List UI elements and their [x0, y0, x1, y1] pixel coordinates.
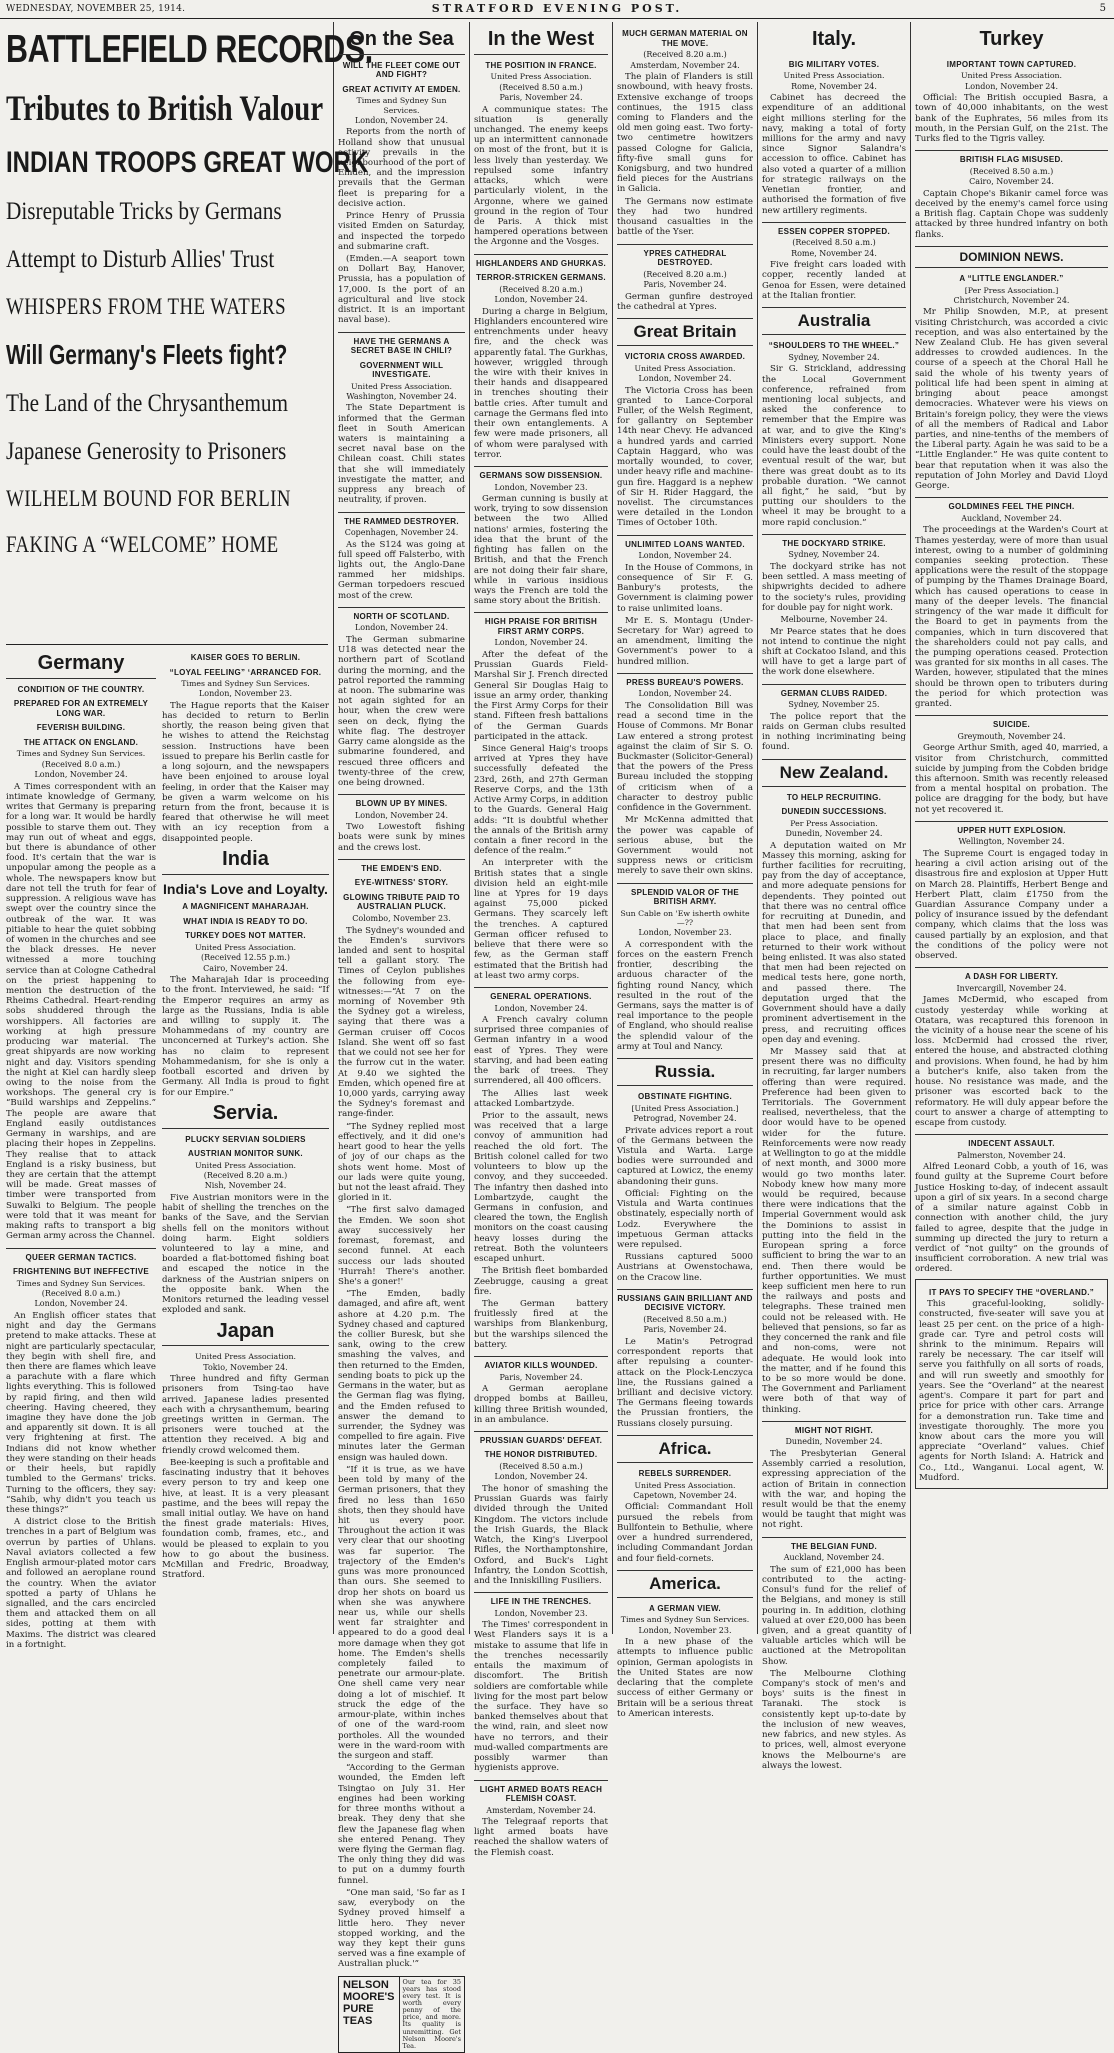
article-text: Mr Pearce states that he does not intend to continue the night shift at Cockatoo Island, and this will have to get a large part of the work done elsewhere. — [762, 626, 907, 678]
received-time: (Received 8.20 a.m.) — [643, 50, 727, 60]
dateline: London, November 24. — [494, 295, 588, 305]
article-text: The Supreme Court is engaged today in hearing a civil action arising out of the disastrous fire and explosion at Upper Hutt on March 28. Plaintiffs, Herbert Benge and Herbert Platt, claim £1750 from the Guardian Assurance Company under a policy of insurance issued by the defendant company, which claims that the loss was caused partially by an explosion, and that the conditions of the policy were not observed. — [915, 848, 1108, 962]
dateline: Rome, November 24. — [791, 248, 877, 258]
received-time: (Received 8.50 a.m.) — [643, 1314, 727, 1324]
article-text: George Arthur Smith, aged 40, married, a visitor from Christchurch, committed suicide by jumping from the Cobden bridge this afternoon. Smith was recently released from a mental hospital on probation. The police are dragging for the body, but have not yet recovered it. — [915, 743, 1108, 815]
dateline: London, November 23. — [494, 482, 588, 492]
section-title: Russia. — [617, 1058, 753, 1086]
article-text: Private advices report a rout of the Germans between the Vistula and Warta. Large bodies were surrounded and captured at Lowicz, the enemy abandoning their guns. — [617, 1125, 753, 1187]
section-title: Italy. — [811, 28, 857, 50]
dateline: Cairo, November 24. — [203, 963, 288, 973]
section-title: Germany — [6, 652, 156, 679]
dateline: Greymouth, November 24. — [957, 731, 1066, 741]
subheading: THE ATTACK ON ENGLAND. — [23, 737, 139, 747]
dateline: London, November 24. — [638, 374, 732, 384]
subheading: LIGHT ARMED BOATS REACH FLEMISH COAST. — [474, 1780, 608, 1804]
headline-deck: Tributes to British Valour — [6, 88, 324, 128]
headline-deck: WILHELM BOUND FOR BERLIN — [6, 486, 291, 511]
dateline: Tokio, November 24. — [203, 1362, 288, 1372]
received-time: (Received 8.50 a.m.) — [792, 238, 876, 248]
wire-service: United Press Association. — [634, 363, 736, 373]
dateline: London, November 23. — [198, 689, 293, 699]
dateline: Invercargill, November 24. — [956, 983, 1067, 993]
section-title: Turkey — [979, 28, 1044, 50]
subheading: THE EMDEN'S END. — [338, 859, 465, 874]
dateline: Copenhagen, November 24. — [344, 528, 459, 538]
subheading: TO HELP RECRUITING. — [786, 792, 882, 802]
article-text: The sum of £21,000 has been contributed to the acting-Consul's fund for the relief of the Belgians, and money is still pouring in. In addition, clothing valued at over £20,000 has been given, and a great quantity of valuable articles which will be auctioned at the Metropolitan Show. — [762, 1564, 906, 1667]
article-text: Sir G. Strickland, addressing the Local Government conference, refrained from mentioning local subjects, and asked the conference to remember that the Empire was at war, and to give the King's Ministers every support. None could have the least doubt of the eventual result of the war, but there was great doubt as to its probable duration. “We cannot all fight,” he said, “but by putting our shoulders to the wheel it may be brought to a more rapid conclusion.” — [762, 364, 906, 528]
article-text: The German battery fruitlessly fired at the warships from Blankenburg, but the warships silenced the battery. — [474, 1298, 608, 1350]
column-rule — [910, 22, 911, 1634]
wire-service: Times and Sydney Sun Services. — [620, 1615, 750, 1625]
article-text: Three hundred and fifty German prisoners from Tsing-tao have arrived. Japanese ladies presented each with a chrysanthemum, bearing greetings written in German. The prisoners were touched at the attention they received. A big and friendly crowd welcomed them. — [162, 1374, 329, 1456]
masthead: STRATFORD EVENING POST. — [431, 2, 683, 15]
article-text: “One man said, 'So far as I saw, everybody on the Sydney proved himself a little hero. They never stopped working, and the way they kept their guns served was a fine example of Australian pluck.'” — [338, 1887, 465, 1970]
dateline: London, November 23. — [494, 1608, 588, 1618]
received-time: (Received 8.0 a.m.) — [41, 759, 121, 769]
subheading: REBELS SURRENDER. — [638, 1469, 732, 1479]
article-text: Since General Haig's troops arrived at Ypres they have successfully defeated the 23rd, 26th, and 27th German Reserve Corps, and the 13th Active Army Corps, in addition to the Guards. General Haig adds: “It is doubtful whether the annals of the British army contain a finer record in the defence of the realm.” — [474, 743, 608, 857]
article-text: The honor of smashing the Prussian Guards was fairly divided through the United Kingdom. The victors include the Irish Guards, the Black Watch, the King's Liverpool Rifles, the Northamptonshire, Oxford, and Buck's Light Infantry, the London Scottish, and the Inniskilling Fusiliers. — [474, 1484, 608, 1586]
article-text: Mr E. S. Montagu (Under-Secretary for War) agreed to an amendment, limiting the Government's power to a hundred million. — [617, 615, 753, 667]
column-rule — [757, 22, 758, 1634]
headline-deck: Japanese Generosity to Prisoners — [6, 438, 287, 465]
article-text: Five freight cars loaded with copper, recently landed at Genoa for Essen, were detained at the Italian frontier. — [762, 260, 906, 301]
wire-service: Sun Cable on 'Ew isherth owhite—?? — [620, 908, 750, 927]
tea-advertisement — [338, 1976, 465, 2053]
article-text: During a charge in Belgium, Highlanders encountered wire entrenchments under heavy fire, and the check was apparently fatal. The Gurkhas, however, wriggled through the wire with their knives in their hands and disappeared in trenches shouting their battle cries. After tumult and carnage the Germans fled into their own entanglements. A few were made prisoners, all of whom were paralysed with terror. — [474, 306, 608, 460]
article-text: Two Lowestoft fishing boats were sunk by mines and the crews lost. — [338, 822, 465, 853]
article-text: A French cavalry column surprised three companies of German infantry in a wood east of Ypres. They were starving, and had been eating the bark of trees. They surrendered, all 400 officers. — [474, 1015, 608, 1087]
section-title: In the West — [474, 28, 608, 55]
dateline: London, November 24. — [34, 1299, 128, 1309]
article-text: The Sydney's wounded and the Emden's survivors landed and sent to hospital tell a gallant story. The Times of Ceylon publishes the following from eye-witnesses:—“At 7 on the morning of November 9th the Sydney got a wireless, saying that there was a German cruiser off Cocos Island. She went off so fast that we could not see her for the furrow cut in the water. At 9.40 we sighted the Emden, which opened fire at 10,000 yards, carrying away the Sydney's foremast and range-finder. — [338, 925, 465, 1120]
subheading: BLOWN UP BY MINES. — [338, 794, 465, 809]
subheading: A MAGNIFICENT MAHARAJAH. — [182, 902, 309, 912]
advertisement-text: Bee-keeping is such a profitable and fascinating industry that it behoves every person to try and keep one hive, at least. It is a very pleasant pastime, and the bees will repay the small initial outlay. We have on hand the finest grade materials: Hives, foundation comb, frames, etc., and would be pleased to explain to you how to go about the business. McMillan and Fredric, Broadway, Stratford. — [162, 1457, 329, 1581]
wire-service: Times and Sydney Sun Services. — [356, 96, 447, 115]
subheading: GLOWING TRIBUTE PAID TO AUSTRALIAN PLUCK. — [343, 892, 460, 912]
section-title: On the Sea — [338, 28, 465, 55]
section-title: America. — [617, 1570, 753, 1598]
subheading: A “LITTLE ENGLANDER.” — [959, 274, 1064, 284]
headline-main: BATTLEFIELD RECORDS. — [6, 28, 373, 71]
dateline: Christchurch, November 24. — [953, 295, 1070, 305]
article-text: Official: Commandant Holl pursued the rebels from Bullfontein to Bethulie, where over a hundred surrendered, including Commandant Jordan and four field-cornets. — [617, 1502, 753, 1564]
wire-service: Times and Sydney Sun Services. — [16, 1278, 146, 1288]
column-rule — [469, 22, 470, 1634]
article-text: An interpreter with the British states that a single division held an eight-mile line at Ypres for 19 days against 75,000 picked Germans. They scarcely left the trenches. A captured German officer refused to believe that there were so few, as the German staff estimated that the British had at least two army corps. — [474, 858, 608, 981]
section-title: DOMINION NEWS. — [915, 246, 1108, 268]
column-great-britain — [617, 24, 753, 1719]
article-text: Le Matin's Petrograd correspondent reports that after repulsing a counter-attack on the Plock-Lenczyca line, the Russians gained a brilliant and decisive victory. The Germans fleeing towards the Prussian frontiers, the Russians closely pursuing. — [617, 1336, 753, 1429]
article-text: Official: Fighting on the Vistula and Warta continues obstinately, especially north of Lodz. Everywhere the impetuous German attacks were repulsed. — [617, 1188, 753, 1251]
dateline: London, November 24. — [638, 551, 732, 561]
article-text: Reports from the north of Holland show that unusual activity prevails in the neighbourhood of the port of Emden, and the impression prevails that the German fleet is preparing for a decisive action. — [338, 127, 465, 209]
wire-service: Times and Sydney Sun Services. — [16, 749, 146, 759]
dateline: London, November 24. — [494, 1472, 588, 1482]
subheading: PRUSSIAN GUARDS' DEFEAT. — [474, 1431, 608, 1446]
dateline: London, November 24. — [354, 115, 449, 125]
subheading: FEVERISH BUILDING. — [36, 723, 126, 733]
received-time: (Received 8.20 a.m.) — [643, 269, 727, 279]
received-time: (Received 8.50 a.m.) — [499, 1461, 583, 1471]
article-text: A German aeroplane dropped bombs at Bailleu, killing three British wounded, in an ambulance. — [474, 1384, 608, 1425]
subheading: HIGH PRAISE FOR BRITISH FIRST ARMY CORPS. — [474, 612, 608, 636]
subheading: PREPARED FOR AN EXTREMELY LONG WAR. — [13, 699, 149, 718]
subheading: WILL THE FLEET COME OUT AND FIGHT? — [342, 60, 461, 80]
subheading: FRIGHTENING BUT INEFFECTIVE — [12, 1267, 150, 1277]
wire-service: United Press Association. — [194, 942, 297, 952]
received-time: (Received 8.50 a.m.) — [499, 82, 583, 92]
subheading: QUEER GERMAN TACTICS. — [6, 1248, 156, 1263]
article-text: Prince Henry of Prussia visited Emden on Saturday, and inspected the torpedo and submarine craft. — [338, 211, 465, 252]
article-text: “The first salvo damaged the Emden. We soon shot away successively her foremast, foremast, and second funnel. At each success our lads shouted 'Hurrah! There's another. She's a goner!' — [338, 1205, 465, 1287]
dateline: Washington, November 24. — [346, 391, 457, 401]
subheading: BIG MILITARY VOTES. — [788, 59, 880, 69]
column-in-the-west — [474, 24, 608, 1858]
section-title: India — [162, 848, 329, 875]
subheading: GOLDMINES FEEL THE PINCH. — [915, 497, 1108, 512]
article-text: Cabinet has decreed the expenditure of an additional eight millions sterling for the navy, making a total of forty millions for the army and navy since Signor Salandra's accession to office. Cabinet has also voted a quarter of a million for strategic railways on the Venetian frontier, and authorised the formation of five new artillery regiments. — [762, 93, 906, 216]
dateline: Sydney, November 24. — [788, 352, 880, 362]
subheading: AVIATOR KILLS WOUNDED. — [474, 1356, 608, 1371]
dateline: Cairo, November 24. — [969, 177, 1054, 187]
dateline: Amsterdam, November 24. — [630, 60, 740, 70]
article-text: A district close to the British trenches in a part of Belgium was overrun by parties of Uhlans. Naval aviators collected a few English armour-plated motor cars and followed an aeroplane round the country. When the aviator spotted a party of Uhlans he signalled, and the cars encircled them and attacked them on all sides, potting at them with Maxims. The district was cleared in a fortnight. — [6, 1517, 156, 1650]
wire-service: United Press Association. — [634, 1480, 736, 1490]
subheading: LIFE IN THE TRENCHES. — [474, 1592, 608, 1607]
received-time: (Received 8.20 a.m.) — [499, 284, 583, 294]
received-time: (Received 8.50 a.m.) — [969, 166, 1054, 176]
subheading: “LOYAL FEELING” ‘ARRANCED FOR. — [169, 667, 322, 677]
subheading: A GERMAN VIEW. — [649, 1603, 721, 1613]
article-text: The proceedings at the Warden's Court at Thames yesterday, were of more than usual interest, owing to a number of goldmining companies seeking protection. These applications were the result of the stoppage of pumping by the Thames Drainage Board, which has caused operations to cease in many of the deeper levels. The financial stringency of the war made it difficult for the Board to get in payments from the companies, which in turn discovered that the shareholders could not pay calls, and the pumping operations ceased. Protection was granted for six months in all cases. The Warden, however, stipulated that the mines should be thrown open to tributers during the period for which protection was granted. — [915, 525, 1108, 710]
subheading: YPRES CATHEDRAL DESTROYED. — [617, 244, 753, 268]
subheading: IT PAYS TO SPECIFY THE “OVERLAND.” — [928, 1287, 1095, 1297]
article-text: An English officer states that night and day the Germans pretend to make attacks. These at night are particularly spectacular, they begin with shell fire, and then there are flames which leave a parachute with a flare which lights everything. This is followed by rapid firing, and then wild cheering. Having cheered, they imagine they have done the job and apparently sit down. It is all very frightening at first. The Indians did not know whether they were standing on their heads or their heels, but rapidly tumbled to the Germans' tricks. Turning to the officers, they say: “Sahib, why didn't you teach us these things?” — [6, 1310, 156, 1515]
section-title: Australia — [762, 307, 906, 335]
dateline: London, November 24. — [354, 623, 449, 633]
headline-deck: WHISPERS FROM THE WATERS — [6, 294, 287, 319]
article-text: “If it is true, as we have been told by many of the German prisoners, that they fired no less than 1650 shots, then they should have hit us every poor. Throughout the action it was very clear that our shooting was far superior. The trajectory of the Emden's guns was more pronounced than ours. She seemed to drop her shots on board us when she was anywhere near us, while our shells went far straighter and appeared to do a good deal more damage when they got home. The Emden's shells completely failed to penetrate our armour-plate. One shell came very near doing a lot of mischief. It struck the edge of the armour-plate, within inches of one of the ward-room portholes. All the wounded were in the ward-room with the surgeon and staff. — [338, 1464, 465, 1761]
column-on-the-sea — [338, 24, 465, 2050]
subheading: BRITISH FLAG MISUSED. — [915, 150, 1108, 165]
section-title: Great Britain — [617, 318, 753, 346]
dateline: London, November 24. — [34, 770, 128, 780]
subheading: TURKEY DOES NOT MATTER. — [185, 931, 306, 941]
article-text: “The Emden, badly damaged, and afire aft, went ashore at 4.20 p.m. The Sydney chased and captured the collier Buresk, but she sank, owing to the crew smashing the valves, and then returned to the Emden, sending boats to pick up the Germans in the water, but as the German flag was flying, and the Emden refused to answer the demand to surrender, the Sydney was compelled to fire again. Five minutes later the German ensign was hauled down. — [338, 1289, 465, 1463]
received-time: (Received 8.20 a.m.) — [203, 1170, 288, 1180]
wire-service: Per Press Association. — [790, 818, 878, 828]
subheading: GOVERNMENT WILL INVESTIGATE. — [359, 360, 444, 380]
subheading: “SHOULDERS TO THE WHEEL.” — [768, 341, 900, 351]
subheading: THE POSITION IN FRANCE. — [485, 60, 597, 70]
subheading: THE RAMMED DESTROYER. — [338, 512, 465, 527]
dateline: London, November 24. — [638, 689, 732, 699]
article-text: The Times' correspondent in West Flanders says it is a mistake to assume that life in the trenches necessarily entails the maximum of discomfort. The British soldiers are comfortable while living for the most part below the surface. They have so banked themselves about that the wind, rain, and sleet now have no terrors, and their mud-walled compartments are possibly warmer than hygienists approve. — [474, 1620, 608, 1774]
subheading: HAVE THE GERMANS A SECRET BASE IN CHILI? — [338, 332, 465, 356]
subheading: THE BELGIAN FUND. — [762, 1537, 906, 1552]
dateline: Palmerston, November 24. — [957, 1150, 1066, 1160]
section-title: Africa. — [617, 1435, 753, 1463]
article-text: Russians captured 5000 Austrians at Owenstochawa, on the Cracow line. — [617, 1252, 753, 1283]
article-text: The Consolidation Bill was read a second time in the House of Commons. Mr Bonar Law entered a strong protest against the claim of Sir S. O. Buckmaster (Solicitor-General) that the powers of the Press Bureau included the stopping of criticism when of a character to destroy public confidence in the Government. — [617, 700, 753, 814]
section-title: Servia. — [162, 1102, 329, 1129]
article-text: (Emden.—A seaport town on Dollart Bay, Hanover, Prussia, has a population of 17,000. Is the port of an agricultural and live stock district. It is an important naval base). — [338, 254, 465, 326]
subheading: MUCH GERMAN MATERIAL ON THE MOVE. — [622, 29, 748, 48]
column-germany — [6, 648, 156, 1650]
subheading: GERMANS SOW DISSENSION. — [474, 466, 608, 481]
article-text: The Hague reports that the Kaiser has decided to return to Berlin shortly, the reason being given that he wishes to attend the Reichstag session. Instructions have been issued to prepare his Berlin castle for a long sojourn, and the newspapers have been enjoined to arouse loyal feeling, in order that the Kaiser may be given a warm welcome on his return from the front, because it is feared that otherwise he will meet with an icy reception from a disappointed people. — [162, 700, 329, 844]
article-text: A correspondent with the forces on the eastern French frontier, describing the arduous character of the fighting round Nancy, which resulted in the rout of the Germans, says the matter is of real importance to the people of England, who should realise the splendid valour of the army at Toul and Nancy. — [617, 939, 753, 1052]
dateline: Paris, November 24. — [643, 1325, 727, 1335]
article-text: The Victoria Cross has been granted to Lance-Corporal Fuller, of the Welsh Regiment, for gallantry on September 14th near Chevy. He advanced a hundred yards and carried Captain Haggard, who was mortally wounded, to cover, under heavy rifle and machine-gun fire. Haggard is a nephew of Sir H. Rider Haggard, the novelist. The circumstances were detailed in the London Times of October 10th. — [617, 385, 753, 529]
dateline: Colombo, November 23. — [352, 913, 451, 923]
article-text: The police report that the raids on German clubs resulted in nothing incriminating being found. — [762, 711, 906, 753]
dateline: London, November 24. — [354, 810, 449, 820]
subheading: GREAT ACTIVITY AT EMDEN. — [342, 84, 461, 94]
wire-service: Times and Sydney Sun Services. — [181, 679, 310, 689]
article-text: In a new phase of the attempts to influence public opinion, German apologists in the United States are now declaring that the complete success of either Germany or Britain will be a serious threat to American interests. — [617, 1637, 753, 1719]
subheading: GERMAN CLUBS RAIDED. — [762, 684, 906, 699]
wire-service: [Per Press Association.] — [964, 285, 1059, 295]
column-rule — [333, 22, 334, 1634]
article-text: Mr Massey said that at present there was no difficulty in recruiting, far larger numbers offering than were required. Preference had been given to Territorials. The Government realised, nevertheless, that the door would have to be opened wider for the future. Reinforcements were now ready at Wellington to go at the middle of next month, and 3000 more would go two months later. Nobody knew how many more would be required, because there were indications that the Imperial Government would ask the Dominions to assist in putting into the field in the European spring a force sufficient to bring the war to an end. Then there would be further opportunities. We must keep sufficient men here to run the railways and posts and telegraphs. These trained men could not be released with. He believed that pensions, so far as they concerned the rank and file and non-coms, were not adequate. He would look into the matter, and if he found this to be so more would be done. The Government and Parliament were both of that way of thinking. — [762, 1046, 906, 1415]
subheading: THE HONOR DISTRIBUTED. — [484, 1450, 598, 1460]
dateline: London, November 23. — [638, 1625, 732, 1635]
dateline: Melbourne, November 24. — [780, 615, 888, 625]
article-text: The Allies last week attacked Lombartzyde. — [474, 1088, 608, 1109]
dateline: Paris, November 24. — [499, 93, 583, 103]
article-text: The dockyard strike has not been settled. A mass meeting of shipwrights decided to adhere to the society's rules, providing for double pay for night work. — [762, 561, 906, 613]
received-time: (Received 12.55 p.m.) — [201, 953, 290, 963]
wire-service: United Press Association. — [490, 72, 592, 82]
subheading: VICTORIA CROSS AWARDED. — [624, 352, 746, 362]
advertisement-text: The Melbourne Clothing Company's stock of men's and boys' suits is the finest in Taranaki. The stock is consistently kept up-to-date by the inclusion of new weaves, new fabrics, and new styles. As to prices, well, almost everyone knows the Melbourne's are always the lowest. — [762, 1668, 906, 1771]
article-text: James McDermid, who escaped from custody yesterday while working at Otatara, was recaptured this forenoon in the vicinity of a house near the scene of his loss. McDermid had crossed the river, entered the house, and abstracted clothing and provisions. When found, he had by him a butcher's knife, also taken from the house. No resistance was made, and the prisoner was escorted back to the reformatory. He will duly appear before the court to answer a charge of attempting to escape from custody. — [915, 995, 1108, 1128]
subheading: UNLIMITED LOANS WANTED. — [617, 535, 753, 550]
wire-service: United Press Association. — [194, 1160, 297, 1170]
subheading: DUNEDIN SUCCESSIONS. — [781, 807, 887, 817]
overland-advertisement — [915, 1279, 1108, 1489]
subheading: KAISER GOES TO BERLIN. — [190, 653, 301, 662]
wire-service: [United Press Association.] — [631, 1103, 739, 1113]
dateline: Sydney, November 25. — [788, 700, 880, 710]
headline-deck: Disreputable Tricks by Germans — [6, 198, 282, 225]
article-text: A deputation waited on Mr Massey this morning, asking for further facilities for recruiting, pay from the day of acceptance, and more adequate pensions for dependents. They pointed out that there was no central office for recruiting at Dunedin, and that men had been sent from place to place, and finally returned to their work without being enlisted. It was also stated that men had been rejected on medical tests here, gone north, and passed there. The deputation urged that the Government should have a daily prominent advertisement in the press, and recruiting offices open day and evening. — [762, 840, 906, 1045]
dateline: Dunedin, November 24. — [785, 829, 883, 839]
subheading: EYE-WITNESS' STORY. — [354, 878, 449, 888]
subheading: TERROR-STRICKEN GERMANS. — [476, 273, 606, 283]
subheading: INDECENT ASSAULT. — [915, 1134, 1108, 1149]
article-text: German cunning is busily at work, trying to sow dissension between the two Allied nations' armies, fostering the idea that the brunt of the fighting has fallen on the British, and that the French are not doing their fair share, while in various insidious ways the French are told the same story about the British. — [474, 494, 608, 607]
column-india-servia-japan — [162, 648, 329, 1638]
headline-deck: The Land of the Chrysanthemum — [6, 390, 289, 417]
subheading: IMPORTANT TOWN CAPTURED. — [946, 59, 1077, 69]
article-text: “The Sydney replied most effectively, and it did one's heart good to hear the yells of joy of our chaps as the shots went home. Most of our lads were quite young, but not the least afraid. They gloried in it. — [338, 1121, 465, 1204]
dateline: Paris, November 24. — [643, 280, 727, 290]
column-italy-australia — [762, 24, 907, 1771]
article-text: As the S124 was going at full speed off Falsterbo, with lights out, the Anglo-Dane rammed her midships. German torpedoers rescued most of the crew. — [338, 539, 465, 601]
advertisement-text: This graceful-looking, solidly-constructed, five-seater will save you at least 25 per cent. on the price of a high-grade car. Tyre and petrol costs will shrink to the minimum. Repairs will rarely be necessary. The car itself will serve you faithfully on all sorts of roads, and will run sweetly and smoothly for years. See the “Overland” at the nearest agent's. Compare it part for part and price for price with other cars. Arrange for a demonstration run. Take time and investigate thoroughly. The more you know about cars the more you will appreciate “Overland” values. Chief agents for North Island: A. Hatrick and Co., Ltd., Wanganui. Local agent, W. Mudford. — [919, 1299, 1104, 1483]
dateline: Paris, November 24. — [499, 1372, 583, 1382]
article-text: The German submarine U18 was detected near the northern part of Scotland during the morning, and the patrol reported the ramming at noon. The submarine was not again sighted for an hour, when the crew were seen on deck, flying the white flag. The destroyer Garry came alongside as the submarine foundered, and rescued three officers and twenty-three of the crew, one being drowned. — [338, 634, 465, 789]
article-text: The Presbyterian General Assembly carried a resolution, expressing appreciation of the action of Britain in connection with the war, and hoping the result would be that the enemy would be taught that might was not right. — [762, 1448, 906, 1531]
subheading: GENERAL OPERATIONS. — [474, 987, 608, 1002]
wire-service: United Press Association. — [960, 71, 1063, 81]
dateline: London, November 23. — [638, 928, 732, 938]
article-text: The Maharajah Idar is proceeding to the front. Interviewed, he said: “If the Emperor requires an army as large as the Russians, India is able and willing to supply it. The Mohammedans of my country are unconcerned at Turkey's action. She has no claim to represent Mohammedanism, for she is only a football escorted and driven by Germany. All India is proud to fight for our Empire.” — [162, 975, 329, 1098]
subheading: SUICIDE. — [915, 715, 1108, 730]
section-title: Japan — [162, 1320, 329, 1347]
lead-headlines — [6, 24, 373, 645]
article-text: Official: The British occupied Basra, a town of 40,000 inhabitants, on the west bank of the Euphrates, 56 miles from its mouth, in the Persian Gulf, on the 21st. The Turks fled to the Tigris valley. — [915, 93, 1108, 144]
subheading: OBSTINATE FIGHTING. — [638, 1092, 732, 1102]
wire-service: United Press Association. — [194, 1352, 297, 1362]
dateline: London, November 24. — [494, 1003, 588, 1013]
page-number: 5 — [1099, 3, 1106, 14]
article-text: The Telegraaf reports that light armed boats have reached the shallow waters of the Flemish coast. — [474, 1817, 608, 1858]
article-text: The British fleet bombarded Zeebrugge, causing a great fire. — [474, 1266, 608, 1297]
dateline: Sydney, November 24. — [788, 550, 880, 560]
subheading: WHAT INDIA IS READY TO DO. — [183, 916, 308, 926]
india-headline: India's Love and Loyalty. — [163, 880, 328, 897]
dateline: Dunedin, November 24. — [785, 1437, 883, 1447]
column-turkey-dominion — [915, 24, 1108, 1638]
article-text: Alfred Leonard Cobb, a youth of 16, was found guilty at the Supreme Court before Justice Hosking to-day, of indecent assault upon a girl of six years. In a second charge of a similar nature against Cobb in connection with another child, the jury failed to agree, despite that the judge in summing up directed the jury to return a verdict of “not guilty” on the grounds of insufficient corroboration. A new trial was ordered. — [915, 1162, 1108, 1275]
dateline: London, November 24. — [494, 638, 588, 648]
article-text: The State Department is informed that the German fleet in South American waters is maintaining a secret naval base on the Chilean coast. Chili states that she will immediately investigate the matter, and suppress any breach of neutrality, if proven. — [338, 403, 465, 506]
article-text: Mr McKenna admitted that the power was capable of serious abuse, but the Government would not suppress news or criticism merely to save their own skins. — [617, 815, 753, 877]
subheading: HIGHLANDERS AND GHURKAS. — [474, 254, 608, 269]
headline-deck: Will Germany's Fleets fight? — [6, 339, 288, 370]
article-text: A communique states: The situation is generally unchanged. The enemy keeps up an intermittent cannonade on most of the front, but it is less lively than yesterday. We repulsed some infantry attacks, which were particularly violent, in the Argonne, where we gained ground in the region of Tour de Paris. A thick mist hampered operations between the Argonne and the Vosges. — [474, 104, 608, 248]
column-rule — [612, 22, 613, 1634]
dateline: Capetown, November 24. — [633, 1490, 737, 1500]
dateline: Auckland, November 24. — [783, 1553, 885, 1563]
ad-copy: Our tea for 35 years has stood every test. It is worth every penny of the price, and more. Its quality is unremitting. Get Nelson Moore's Tea. — [402, 1977, 461, 2050]
subheading: NORTH OF SCOTLAND. — [338, 607, 465, 622]
article-text: “According to the German wounded, the Emden left Tsingtao on July 31. Her engines had been working for three months without a break. They deny that she flew the Japanese flag when she entered Penang. They were flying the German flag. The only thing they did was to put on a dummy fourth funnel. — [338, 1763, 465, 1886]
subheading: PRESS BUREAU'S POWERS. — [617, 673, 753, 688]
article-text: After the defeat of the Prussian Guards Field-Marshal Sir J. French directed General Sir Douglas Haig to issue an army order, thanking the First Army Corps for their stand. Fifteen fresh battalions of the German Guards participated in the attack. — [474, 650, 608, 742]
subheading: UPPER HUTT EXPLOSION. — [915, 821, 1108, 836]
wire-service: United Press Association. — [783, 71, 885, 81]
subheading: SPLENDID VALOR OF THE BRITISH ARMY. — [617, 883, 753, 907]
subheading: RUSSIANS GAIN BRILLIANT AND DECISIVE VICTORY. — [617, 1289, 753, 1313]
subheading: A DASH FOR LIBERTY. — [915, 967, 1108, 982]
dateline: Nish, November 24. — [204, 1181, 287, 1191]
issue-date: WEDNESDAY, NOVEMBER 25, 1914. — [6, 4, 186, 14]
article-text: German gunfire destroyed the cathedral at Ypres. — [617, 291, 753, 312]
subheading: PLUCKY SERVIAN SOLDIERS — [185, 1134, 306, 1144]
dateline: Petrograd, November 24. — [633, 1114, 737, 1124]
section-title: New Zealand. — [762, 759, 906, 787]
received-time: (Received 8.0 a.m.) — [41, 1288, 121, 1298]
article-text: A Times correspondent with an intimate knowledge of Germany, writes that Germany is preparing for a long war. It would be hardly possible to starve them out. They may run out of wheat and eggs, but there is abundance of other food. It's certain that the war is unpopular among the people as a whole. The newspapers know but dare not tell the truth for fear of suppression. A religious wave has swept over the country since the outbreak of the war. It was pitiable to hear the quiet sobbing of women in the churches and see the black dresses. He never witnessed a more touching service than at Cologne Cathedral on the priest happening to mention the destruction of the Rheims Cathedral. Heart-rending sobs shuddered through the worshippers. All factories are working at high pressure producing war material. The great shipyards are now working night and day. Visitors spending the night at Kiel can hardly sleep owing to the noise from the workshops. The general cry is “Build warships and Zeppelins.” The people are aware that England easily outdistances Germany in warships, and are placing their hopes in Zeppelins. They realise that to attack England is a risky business, but they are certain that the attempt will be made. Great masses of timber were transported from Suwalki to Belgium. The people were told that it was meant for making rafts to transport a big German army across the Channel. — [6, 781, 156, 1242]
dateline: Amsterdam, November 24. — [486, 1805, 596, 1815]
dateline: Wellington, November 24. — [958, 837, 1065, 847]
ad-brand: NELSON MOORE'S PURE TEAS — [339, 1977, 400, 2052]
article-text: The plain of Flanders is still snowbound, with heavy frosts. Extensive exchange of troops continues, the 1915 class coming to Flanders and the old men going east. Two forty-two centimetre howitzers passed Cologne for Galicia, fifty-five small guns for Konigsburg, and two hundred field pieces for the Austrians in Galicia. — [617, 72, 753, 195]
dateline: Auckland, November 24. — [961, 513, 1062, 523]
page-header — [0, 0, 1114, 19]
article-text: Mr Philip Snowden, M.P., at present visiting Christchurch, was accorded a civic reception, and was also entertained by the New Zealand Club. He has given several addresses to crowded audiences. In the course of a speech at the Choral Hall he said the whole of his twenty years of political life had been spent in aiming at bringing about peace amongst democracies. Whatever were his views on Britain's foreign policy, they were the views of all the members of Radical and Labor parties, and nine-tenths of the members of the Liberal party. Again he was said to be a “Little Englander.” He was quite content to bear that reputation when it was also the reputation of John Morley and David Lloyd George. — [915, 307, 1108, 492]
wire-service: United Press Association. — [350, 381, 453, 391]
headline-deck: Attempt to Disturb Allies' Trust — [6, 246, 275, 273]
headline-deck: INDIAN TROOPS GREAT WORK — [6, 146, 369, 179]
subheading: AUSTRIAN MONITOR SUNK. — [188, 1149, 303, 1159]
dateline: London, November 24. — [964, 81, 1059, 91]
headline-deck: FAKING A “WELCOME” HOME — [6, 532, 279, 557]
article-text: In the House of Commons, in consequence of Sir F. G. Banbury's protests, the Government is claiming power to raise unlimited loans. — [617, 562, 753, 614]
subheading: CONDITION OF THE COUNTRY. — [17, 684, 145, 694]
dateline: Rome, November 24. — [791, 81, 877, 91]
subheading: MIGHT NOT RIGHT. — [762, 1421, 906, 1436]
article-text: Captain Chope's Bikanir camel force was deceived by the enemy's camel force using a British flag. Captain Chope was suddenly attacked by three hundred infantry on both flanks. — [915, 188, 1108, 240]
subheading: THE DOCKYARD STRIKE. — [762, 534, 906, 549]
article-text: The Germans now estimate they had two hundred thousand casualties in the battle of the Yser. — [617, 196, 753, 238]
article-text: Prior to the assault, news was received that a large convoy of ammunition had reached the old fort. The British colonel called for two volunteers to blow up the convoy, and they succeeded. The infantry then dashed into Lombartzyde, caught the Germans in confusion, and cleared the town, the English monitors on the coast causing heavy losses during the retreat. Both the volunteers escaped unhurt. — [474, 1111, 608, 1265]
article-text: Five Austrian monitors were in the habit of shelling the trenches on the banks of the Save, and the Servian shells fell on the monitors without doing harm. Eight soldiers volunteered to lay a mine, and boarded a flat-bottomed fishing boat and escaped the notice in the darkness of the Austrian snipers on the opposite bank. When the Monitors returned the leading vessel exploded and sank. — [162, 1192, 329, 1316]
subheading: ESSEN COPPER STOPPED. — [762, 222, 906, 237]
